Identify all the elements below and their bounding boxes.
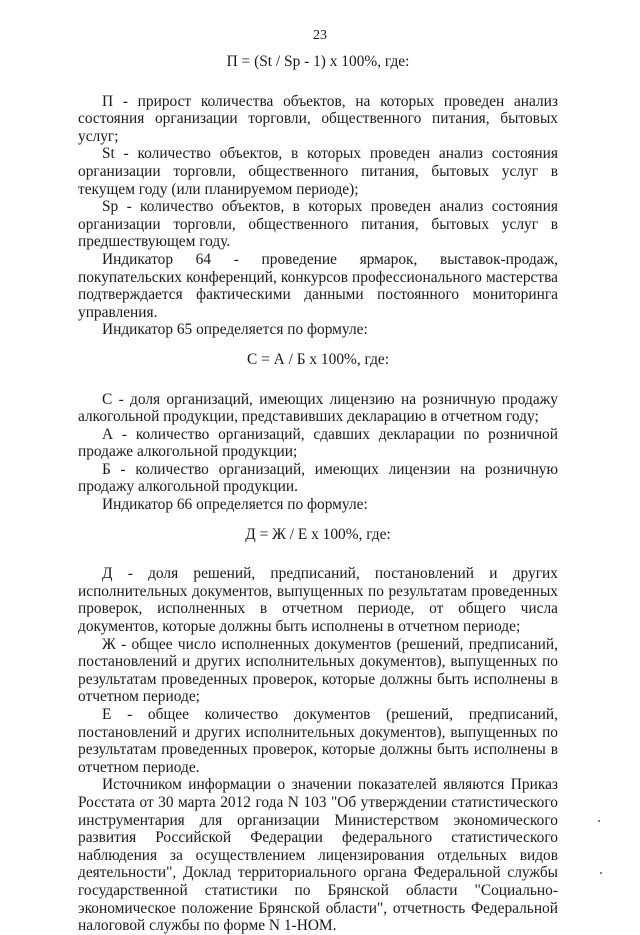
definition-a: А - количество организаций, сдавших декларации по розничной продаже алкогольной продукции; bbox=[78, 425, 558, 461]
scan-speck bbox=[600, 872, 602, 874]
indicator-65-intro: Индикатор 65 определяется по формуле: bbox=[102, 321, 368, 339]
definition-st: St - количество объектов, в которых проведен анализ состояния организации торговли, общественного питания, бытовых услуг в текущем году (или планируемом периоде); bbox=[78, 145, 558, 198]
formula-growth: П = (St / Sp - 1) x 100%, где: bbox=[226, 53, 410, 70]
indicator-66-intro: Индикатор 66 определяется по формуле: bbox=[102, 496, 368, 514]
indicator-64-paragraph: Индикатор 64 - проведение ярмарок, выставок-продаж, покупательских конференций, конкурсов профессионального мастерства подтверждается фактическими данными постоянного мониторинга управления. bbox=[78, 250, 558, 321]
definition-zh: Ж - общее число исполненных документов (решений, предписаний, постановлений и других исполнительных документов), выпущенных по результатам проведенных проверок, которые должны быть исполнены в отчетном периоде; bbox=[78, 635, 558, 706]
page-number: 23 bbox=[313, 28, 327, 43]
page-content bbox=[78, 53, 558, 935]
definition-b: Б - количество организаций, имеющих лицензии на розничную продажу алкогольной продукции. bbox=[78, 460, 558, 496]
definition-p: П - прирост количества объектов, на которых проведен анализ состояния организации торговли, общественного питания, бытовых услуг; bbox=[78, 92, 558, 145]
definition-c: С - доля организаций, имеющих лицензию на розничную продажу алкогольной продукции, представивших декларацию в отчетном году; bbox=[78, 390, 558, 426]
definition-sp: Sp - количество объектов, в которых проведен анализ состояния организации торговли, общественного питания, бытовых услуг в предшествующем году. bbox=[78, 198, 558, 251]
definition-e: Е - общее количество документов (решений, предписаний, постановлений и других исполнительных документов), выпущенных по результатам проведенных проверок, которые должны быть исполнены в отчетном периоде. bbox=[78, 706, 558, 776]
definition-d: Д - доля решений, предписаний, постановлений и других исполнительных документов, выпущенных по результатам проведенных проверок, исполненных в отчетном периоде, от общего числа документов, которые должны быть исполнены в отчетном периоде; bbox=[78, 565, 558, 636]
source-information-paragraph: Источником информации о значении показателей являются Приказ Росстата от 30 марта 2012 года N 103 "Об утверждении статистического инструментария для организации Министерством экономического развития Российской Федерации федерального статистического наблюдения за осуществлением лицензирования отдельных видов деятельности", Доклад территориального органа Федеральной службы государственной статистики по Брянской области "Социально-экономическое положение Брянской области", отчетность Федеральной налоговой службы по форме N 1-НОМ. bbox=[78, 776, 558, 935]
formula-share-declarations: С = А / Б x 100%, где: bbox=[246, 350, 390, 368]
scan-speck bbox=[598, 820, 600, 822]
formula-share-decisions: Д = Ж / Е x 100%, где: bbox=[245, 525, 391, 543]
